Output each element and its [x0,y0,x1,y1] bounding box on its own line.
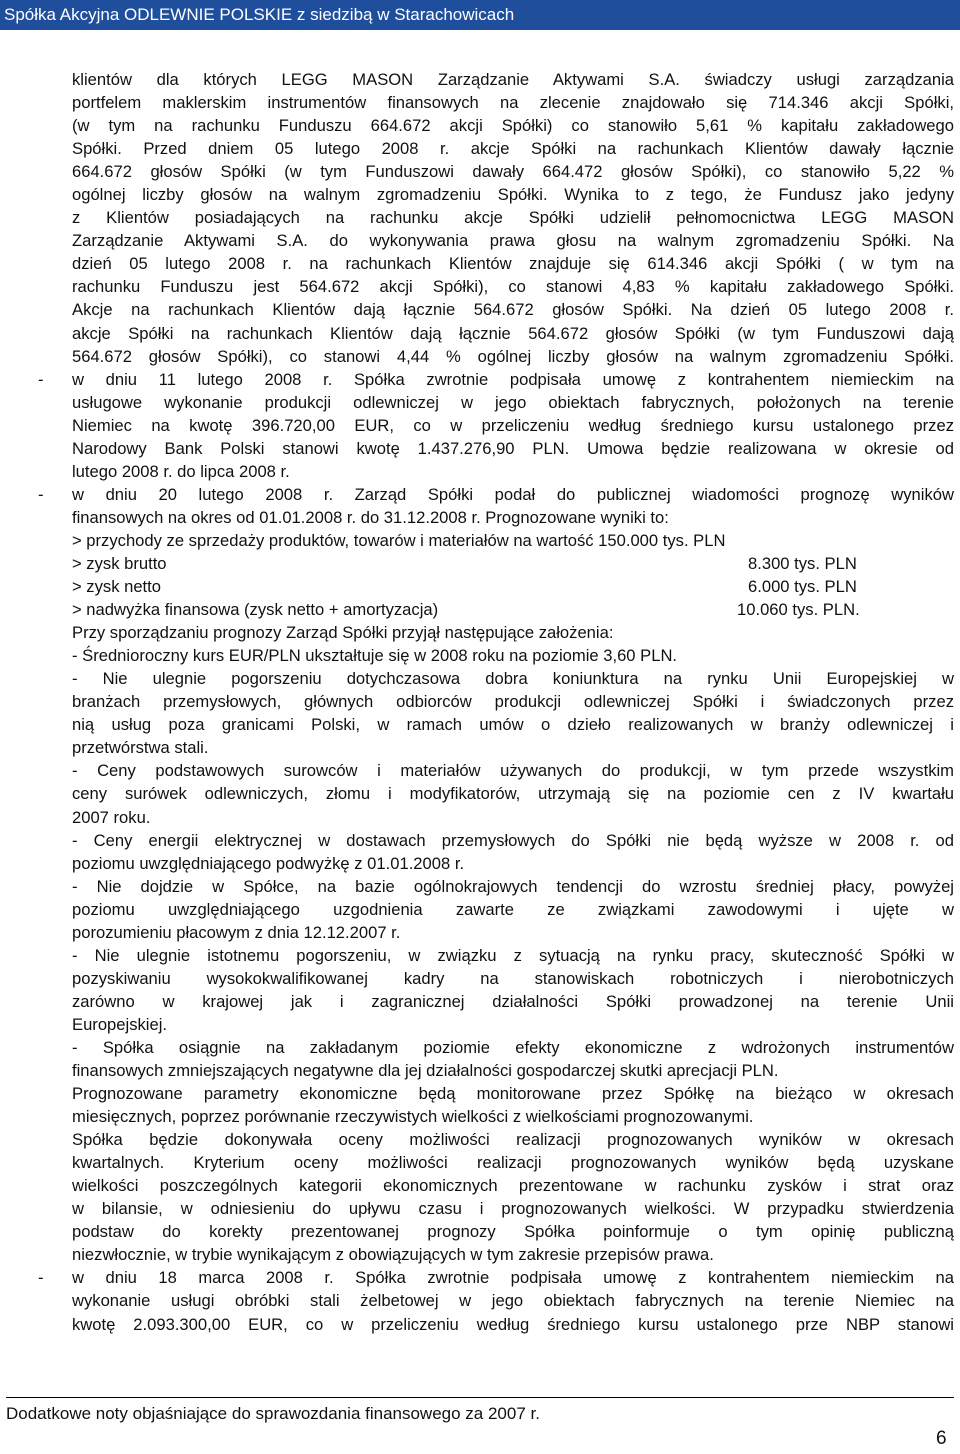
line-text: 564.672 głosów Spółki), co stanowi 4,44 % ogólnej liczby głosów na walnym zgromadzeniu Spółki. [72,346,954,366]
text-line [0,1243,960,1266]
text-line [0,875,960,898]
text-line [0,229,960,252]
line-text: > przychody ze sprzedaży produktów, towarów i materiałów na wartość 150.000 tys. PLN [72,530,726,550]
line-text: Przy sporządzaniu prognozy Zarząd Spółki przyjął następujące założenia: [72,623,614,643]
line-text: Akcje na rachunkach Klientów dają łącznie 564.672 głosów Spółki. Na dzień 05 lutego 2008 r. [72,300,954,320]
text-line [0,1128,960,1151]
line-text: > nadwyżka finansowa (zysk netto + amortyzacja) [72,600,439,620]
text-line [0,990,960,1013]
line-text: w dniu 11 lutego 2008 r. Spółka zwrotnie podpisała umowę z kontrahentem niemieckim na [72,369,954,389]
line-text: - Ceny podstawowych surowców i materiałów używanych do produkcji, w tym przede wszystkim [72,761,954,781]
line-text: nią usług poza granicami Polski, w ramach umów o dzieło realizowanych w branży odlewniczej i [72,715,954,735]
line-text: Zarządzanie Aktywami S.A. do wykonywania prawa głosu na walnym zgromadzeniu Spółki. Na [72,231,954,251]
text-line [0,1313,960,1336]
line-text: w bilansie, w odniesieniu do upływu czasu i prognozowanych wielkości. W przypadku stwierdzenia [72,1199,954,1219]
list-dash: - [38,1268,44,1288]
page-header [0,0,960,30]
line-text: usługowe wykonanie produkcji odlewniczej w jego obiektach fabrycznych, położonych na terenie [72,392,954,412]
line-text: finansowych zmniejszających negatywne dla jej działalności gospodarczej skutki aprecjacji PLN. [72,1061,779,1081]
text-line [0,1174,960,1197]
text-line [0,298,960,321]
forecast-amount: 8.300 tys. PLN [748,553,857,573]
text-line [0,782,960,805]
footer-divider [6,1397,954,1398]
line-text: Niemiec na kwotę 396.720,00 EUR, co w przeliczeniu według średniego kursu ustalonego przez [72,415,954,435]
text-line [0,506,960,529]
line-text: - Ceny energii elektrycznej w dostawach przemysłowych do Spółki nie będą wyższe w 2008 r. od [72,830,954,850]
text-line [0,345,960,368]
line-text: w dniu 18 marca 2008 r. Spółka zwrotnie podpisała umowę z kontrahentem niemieckim na [72,1268,954,1288]
text-line [0,437,960,460]
text-line [0,1197,960,1220]
text-line [0,391,960,414]
text-line [0,667,960,690]
line-text: przetwórstwa stali. [72,738,209,758]
text-line [0,759,960,782]
document-body [0,68,960,1336]
text-line [0,160,960,183]
line-text: - Nie ulegnie istotnemu pogorszeniu, w związku z sytuacją na rynku pracy, skuteczność Spółki w [72,945,954,965]
text-line [0,829,960,852]
text-line [0,1036,960,1059]
line-text: akcje Spółki na rachunkach Klientów dają łącznie 564.672 głosów Spółki (w tym Funduszowi dają [72,323,954,343]
line-text: kwotę 2.093.300,00 EUR, co w przeliczeniu według średniego kursu ustalonego prze NBP stanowi [72,1314,954,1334]
text-line [0,368,960,391]
text-line [0,114,960,137]
text-line [0,275,960,298]
page-footer: Dodatkowe noty objaśniające do sprawozdania finansowego za 2007 r. [6,1404,540,1423]
line-text: klientów dla których LEGG MASON Zarządzanie Aktywami S.A. świadczy usługi zarządzania [72,70,954,89]
text-line [0,1289,960,1312]
text-line [0,91,960,114]
line-text: finansowych na okres od 01.01.2008 r. do 31.12.2008 r. Prognozowane wyniki to: [72,507,669,527]
line-text: 2007 roku. [72,807,151,827]
line-text: 664.672 głosów Spółki (w tym Funduszowi dawały 664.472 głosów Spółki), co stanowiło 5,22 % [72,162,954,182]
line-text: - Nie dojdzie w Spółce, na bazie ogólnokrajowych tendencji do wzrostu średniej płacy, powyżej [72,876,954,896]
text-line [0,183,960,206]
line-text: (w tym na rachunku Funduszu 664.672 akcji Spółki) co stanowiło 5,61 % kapitału zakładowego [72,116,954,136]
line-text: zarówno w krajowej jak i zagranicznej działalności Spółki prowadzonej na terenie Unii [72,991,954,1011]
text-line [0,137,960,160]
text-line [0,690,960,713]
line-text: miesięcznych, poprzez porównanie rzeczywistych wielkości z wielkościami prognozowanymi. [72,1107,754,1127]
text-line [0,944,960,967]
text-line [0,713,960,736]
text-line [0,68,960,91]
text-line [0,460,960,483]
line-text: poziomu uwzględniającego uzgodnienia zawarte ze związkami zawodowymi i ujęte w [72,899,954,919]
line-text: Spółka będzie dokonywała oceny możliwości realizacji prognozowanych wyników w okresach [72,1130,954,1150]
line-text: ceny surówek odlewniczych, złomu i modyfikatorów, utrzymają się na poziomie cen z IV kwartału [72,784,954,804]
text-line [0,1059,960,1082]
line-text: kwartalnych. Kryterium oceny możliwości realizacji prognozowanych wyników będą uzyskane [72,1153,954,1173]
text-line [0,206,960,229]
line-text: w dniu 20 lutego 2008 r. Zarząd Spółki podał do publicznej wiadomości prognozę wyników [72,484,954,504]
text-line [0,322,960,345]
text-line [0,1082,960,1105]
line-text: Narodowy Bank Polski stanowi kwotę 1.437.276,90 PLN. Umowa będzie realizowana w okresie od [72,438,954,458]
line-text: Spółki. Przed dniem 05 lutego 2008 r. akcje Spółki na rachunkach Klientów dawały łącznie [72,139,954,159]
text-line [0,1220,960,1243]
text-line [0,621,960,644]
line-text: Europejskiej. [72,1014,168,1034]
text-line [0,552,960,575]
line-text: porozumieniu płacowym z dnia 12.12.2007 r. [72,922,401,942]
line-text: dzień 05 lutego 2008 r. na rachunkach Klientów znajduje się 614.346 akcji Spółki ( w tym na [72,254,954,274]
line-text: > zysk brutto [72,553,167,573]
text-line [0,575,960,598]
line-text: pozyskiwaniu wysokokwalifikowanej kadry na stanowiskach robotniczych i nierobotniczych [72,968,954,988]
text-line [0,736,960,759]
text-line [0,852,960,875]
text-line [0,1266,960,1289]
text-line [0,921,960,944]
line-text: Prognozowane parametry ekonomiczne będą monitorowane przez Spółkę na bieżąco w okresach [72,1084,954,1104]
line-text: branżach przemysłowych, głównych odbiorców produkcji odlewniczej Spółki i świadczonych przez [72,692,954,712]
text-line [0,1105,960,1128]
line-text: wielkości poszczególnych kategorii ekonomicznych prezentowane w rachunku zysków i strat oraz [72,1176,954,1196]
line-text: - Nie ulegnie pogorszeniu dotychczasowa dobra koniunktura na rynku Unii Europejskiej w [72,669,954,689]
line-text: z Klientów posiadających na rachunku akcje Spółki udzielił pełnomocnictwa LEGG MASON [72,208,954,228]
page-number: 6 [936,1428,947,1449]
line-text: wykonanie usługi obróbki stali żelbetowej w jego obiektach fabrycznych na terenie Niemiec na [72,1291,954,1311]
line-text: podstaw do korekty prezentowanej prognozy Spółka poinformuje o tym opinię publiczną [72,1222,954,1242]
line-text: ogólnej liczby głosów na walnym zgromadzeniu Spółki. Wynika to z tego, że Fundusz jako jedyny [72,185,954,205]
line-text: > zysk netto [72,577,162,597]
text-line [0,1013,960,1036]
text-line [0,529,960,552]
line-text: portfelem maklerskim instrumentów finansowych na zlecenie znajdowało się 714.346 akcji Spółki, [72,93,954,113]
header-title: Spółka Akcyjna ODLEWNIE POLSKIE z siedzibą w Starachowicach [4,5,515,24]
forecast-amount: 10.060 tys. PLN. [737,600,860,620]
text-line [0,806,960,829]
line-text: - Średnioroczny kurs EUR/PLN ukształtuje się w 2008 roku na poziomie 3,60 PLN. [72,646,678,666]
text-line [0,252,960,275]
forecast-amount: 6.000 tys. PLN [748,577,857,597]
text-line [0,414,960,437]
text-line [0,967,960,990]
text-line [0,644,960,667]
text-line [0,598,960,621]
line-text: rachunku Funduszu jest 564.672 akcji Spółki), co stanowi 4,83 % kapitału zakładowego Spółki. [72,277,954,297]
list-dash: - [38,484,44,504]
line-text: lutego 2008 r. do lipca 2008 r. [72,461,290,481]
text-line [0,898,960,921]
line-text: niezwłocznie, w trybie wynikającym z obowiązujących w tym zakresie przepisów prawa. [72,1245,714,1265]
list-dash: - [38,369,44,389]
line-text: poziomu uwzględniającego podwyżkę z 01.01.2008 r. [72,853,465,873]
text-line [0,1151,960,1174]
line-text: - Spółka osiągnie na zakładanym poziomie efekty ekonomiczne z wdrożonych instrumentów [72,1037,954,1057]
text-line [0,483,960,506]
